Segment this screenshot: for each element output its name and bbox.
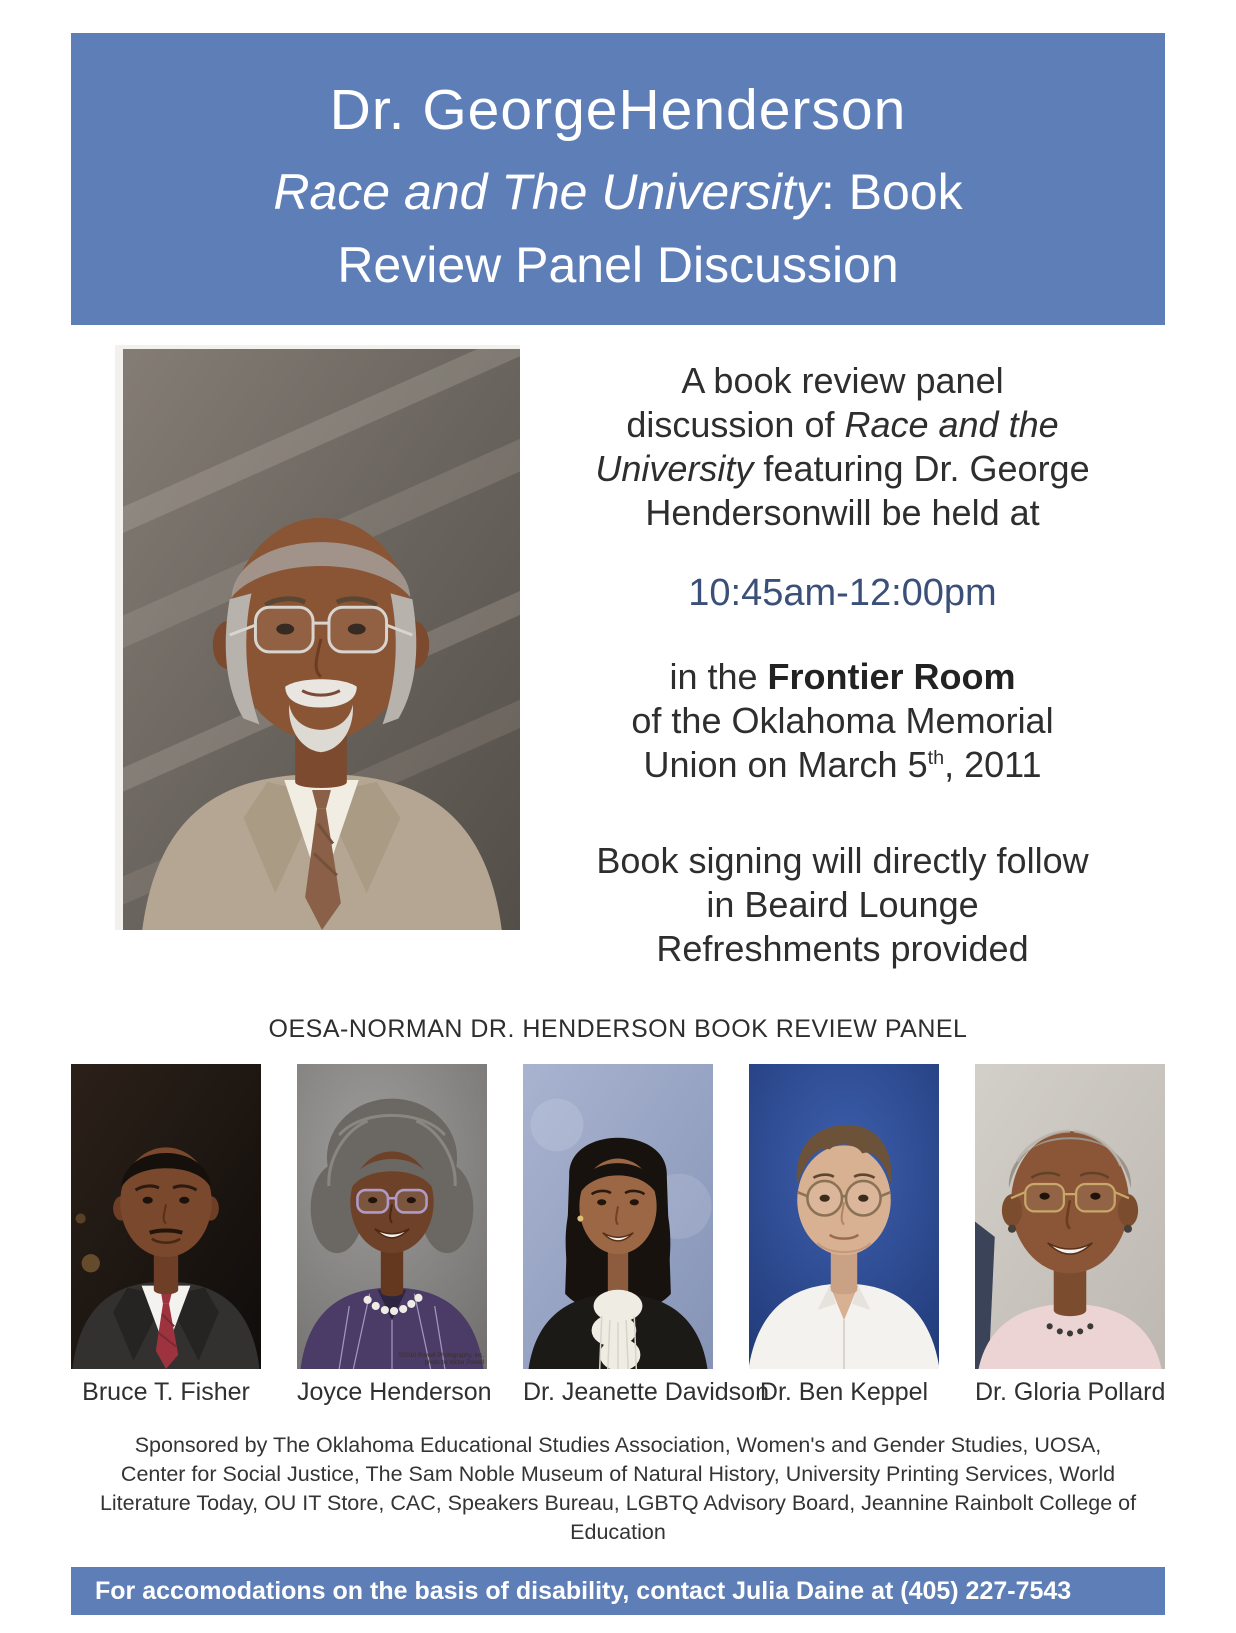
sponsors-line2: Center for Social Justice, The Sam Noble Museum of Natural History, University Printing Services, World xyxy=(120,1462,1116,1486)
jeanette-davidson-photo xyxy=(523,1064,713,1369)
signing-line2: in Beaird Lounge xyxy=(706,884,979,925)
panel-member-name: Dr. Ben Keppel xyxy=(759,1378,929,1406)
panel-photos-row xyxy=(71,1064,1165,1407)
panel-member xyxy=(523,1064,769,1407)
bruce-fisher-photo xyxy=(71,1064,261,1369)
george-henderson-portrait-illustration xyxy=(123,349,520,930)
intro-line3: University featuring Dr. George xyxy=(595,448,1090,489)
intro-line4: Hendersonwill be held at xyxy=(645,492,1040,533)
footer-accessibility-bar: For accomodations on the basis of disability, contact Julia Daine at (405) 227-7543 xyxy=(71,1567,1165,1615)
intro-line1: A book review panel xyxy=(681,360,1004,401)
panel-member xyxy=(975,1064,1165,1407)
flyer-page xyxy=(0,33,1236,1615)
bruce-fisher-portrait-illustration xyxy=(71,1064,261,1369)
signing-line3: Refreshments provided xyxy=(656,928,1029,969)
event-time: 10:45am-12:00pm xyxy=(688,572,997,614)
location-line3: Union on March 5th, 2011 xyxy=(643,744,1042,785)
header-banner xyxy=(71,33,1165,325)
panel-member xyxy=(749,1064,939,1407)
signing-line1: Book signing will directly follow xyxy=(596,840,1089,881)
location-line2: of the Oklahoma Memorial xyxy=(631,700,1054,741)
main-section xyxy=(71,345,1165,971)
event-intro xyxy=(520,359,1165,535)
panel-member-name: Joyce Henderson xyxy=(297,1378,492,1406)
panel-member-name: Dr. Jeanette Davidson xyxy=(523,1378,769,1406)
panel-member xyxy=(297,1064,492,1407)
book-title-italic: Race and the xyxy=(844,404,1059,445)
sponsors-line1: Sponsored by The Oklahoma Educational Studies Association, Women's and Gender Studies, UOSA, xyxy=(134,1433,1102,1457)
location-line1: in the Frontier Room xyxy=(669,656,1016,697)
george-henderson-photo xyxy=(115,345,520,930)
book-title-italic: University xyxy=(595,448,754,489)
room-name: Frontier Room xyxy=(767,656,1016,697)
panel-heading: OESA-NORMAN DR. HENDERSON BOOK REVIEW PANEL xyxy=(268,1015,968,1043)
intro-line2: discussion of Race and the xyxy=(626,404,1059,445)
gloria-pollard-portrait-illustration xyxy=(975,1064,1165,1369)
flyer-subtitle-line2: Review Panel Discussion xyxy=(337,237,899,293)
panel-member xyxy=(71,1064,261,1407)
sponsors-line4: Education xyxy=(570,1520,666,1544)
panel-member-name: Dr. Gloria Pollard xyxy=(975,1378,1166,1406)
event-details xyxy=(520,345,1165,971)
jeanette-davidson-portrait-illustration xyxy=(523,1064,713,1369)
panel-member-name: Bruce T. Fisher xyxy=(82,1378,250,1406)
sponsors-line3: Literature Today, OU IT Store, CAC, Speakers Bureau, LGBTQ Advisory Board, Jeannine Rainbolt College of xyxy=(99,1491,1137,1515)
flyer-title: Dr. GeorgeHenderson xyxy=(329,78,907,142)
sponsors-text xyxy=(98,1431,1138,1547)
subtitle-rest: : Book xyxy=(820,164,963,220)
ordinal-suffix: th xyxy=(927,747,945,769)
photo-credit: ©2010 Powell Photography, Inc. photo by Victor Powell xyxy=(398,1353,484,1366)
joyce-henderson-portrait-illustration xyxy=(297,1064,487,1369)
gloria-pollard-photo xyxy=(975,1064,1165,1369)
event-location xyxy=(520,655,1165,787)
flyer-subtitle-line1 xyxy=(71,163,1165,221)
ben-keppel-photo xyxy=(749,1064,939,1369)
book-signing-note xyxy=(520,839,1165,971)
joyce-henderson-photo xyxy=(297,1064,487,1369)
ben-keppel-portrait-illustration xyxy=(749,1064,939,1369)
book-title-italic: Race and The University xyxy=(273,164,821,220)
